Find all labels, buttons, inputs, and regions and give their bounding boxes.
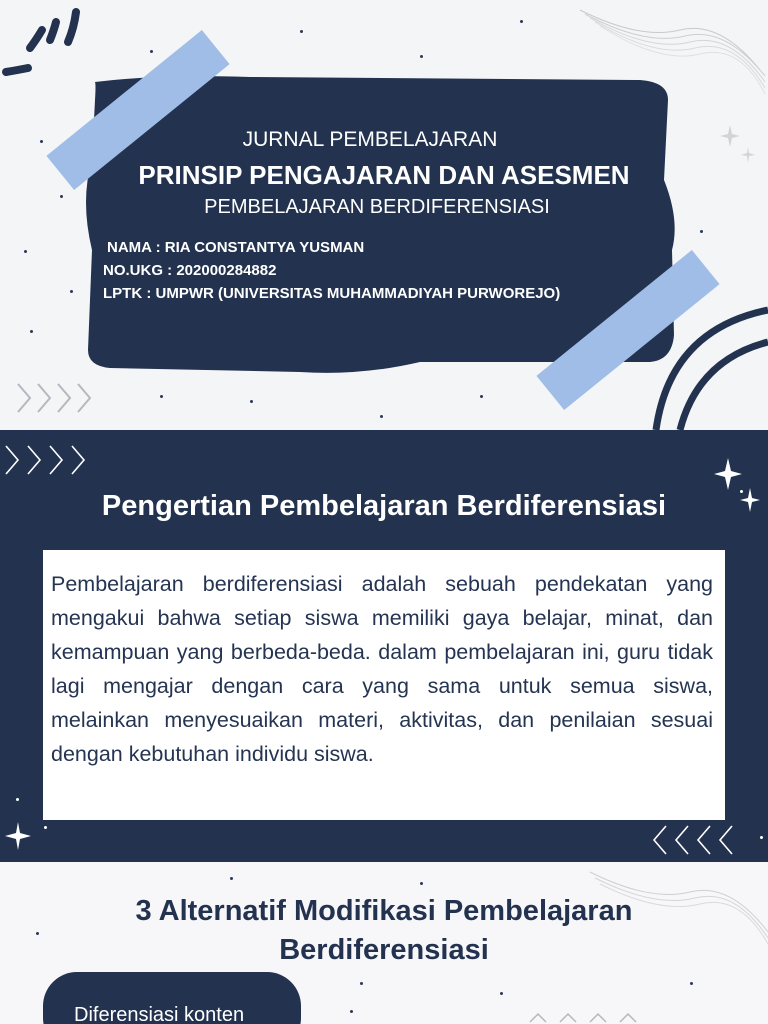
chevrons-up-icon	[528, 1012, 638, 1024]
curve-lines-icon	[650, 290, 768, 430]
author-ukg: NO.UKG : 202000284882	[103, 262, 277, 279]
chevrons-right-icon	[4, 444, 100, 476]
journal-label: JURNAL PEMBELAJARAN	[242, 128, 498, 151]
alternatives-title-line1: 3 Alternatif Modifikasi Pembelajaran	[135, 895, 633, 927]
sparkle-icon	[4, 822, 38, 856]
author-info	[103, 236, 560, 305]
author-name: NAMA : RIA CONSTANTYA YUSMAN	[107, 239, 365, 256]
alternatives-title	[0, 892, 768, 970]
author-lptk: LPTK : UMPWR (UNIVERSITAS MUHAMMADIYAH PURWOREJO)	[103, 285, 561, 302]
cover-page	[0, 0, 768, 430]
main-title: PRINSIP PENGAJARAN DAN ASESMEN	[138, 160, 630, 190]
alternatives-title-line2: Berdiferensiasi	[279, 934, 489, 966]
definition-text: Pembelajaran berdiferensiasi adalah sebuah pendekatan yang mengakui bahwa setiap siswa memiliki gaya belajar, minat, dan kemampuan yang berbeda-beda. dalam pembelajaran ini, guru tidak lagi mengajar dengan cara yang sama untuk semua siswa, melainkan menyesuaikan materi, aktivitas, dan penilaian sesuai dengan kebutuhan individu siswa.	[51, 572, 713, 766]
definition-box	[43, 550, 725, 820]
chevrons-left-icon	[652, 824, 748, 856]
chevrons-right-icon	[16, 382, 106, 414]
alternatives-page	[0, 862, 768, 1024]
subtitle: PEMBELAJARAN BERDIFERENSIASI	[204, 196, 550, 218]
definition-title: Pengertian Pembelajaran Berdiferensiasi	[101, 490, 667, 522]
alternative-item-label: Diferensiasi konten	[74, 1004, 245, 1024]
alternative-item-content	[43, 972, 301, 1024]
definition-page	[0, 430, 768, 862]
